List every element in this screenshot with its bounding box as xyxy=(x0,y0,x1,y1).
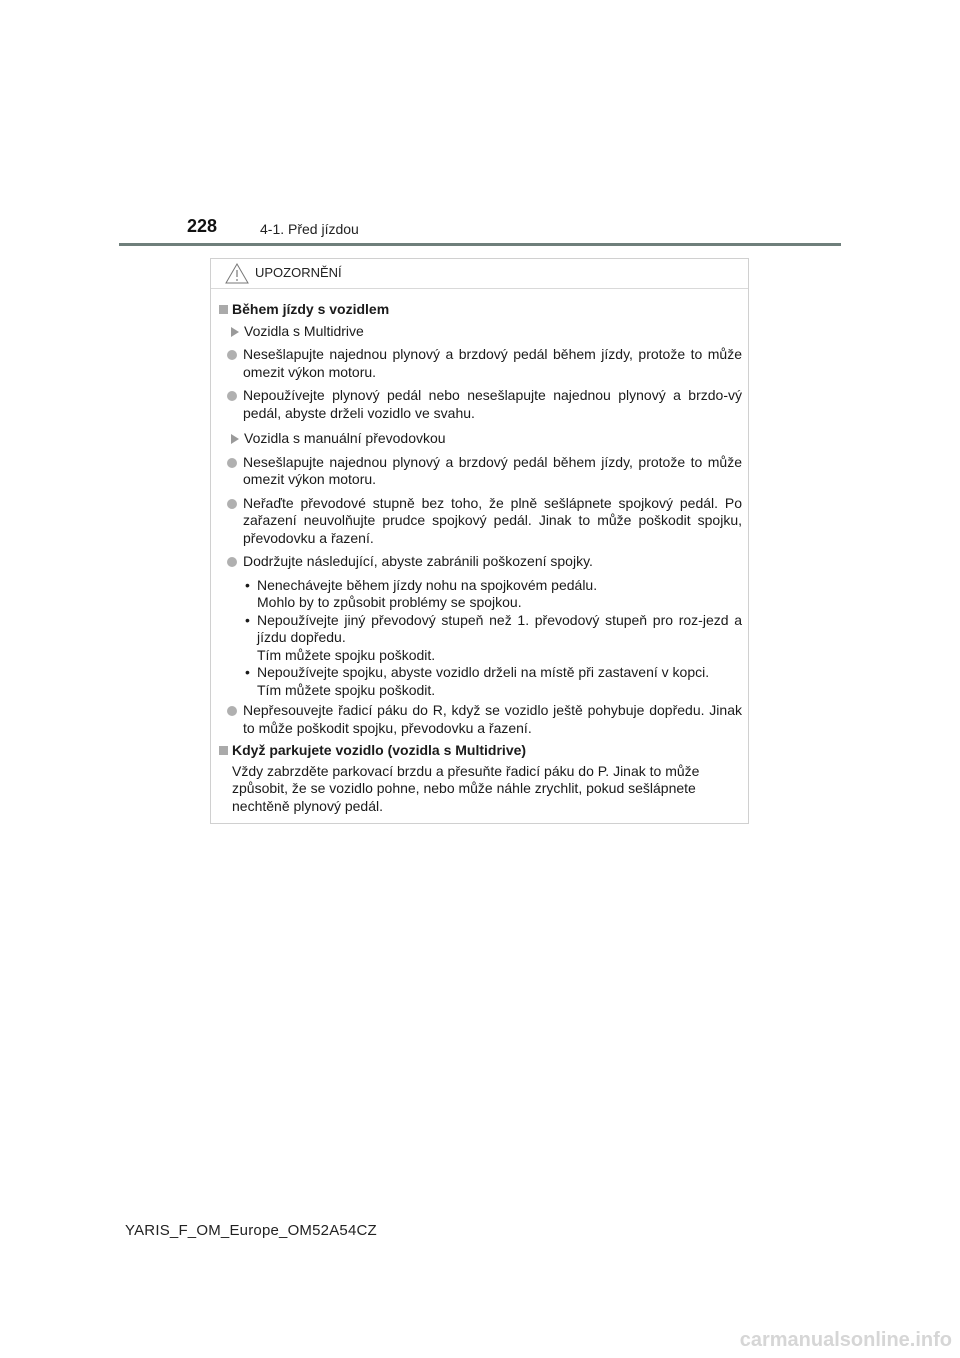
section-title: 4-1. Před jízdou xyxy=(260,221,359,237)
arrow-right-icon xyxy=(231,327,239,337)
bullet-item xyxy=(211,346,748,381)
sub-bullet-text: Nepoužívejte jiný převodový stupeň než 1. převodový stupeň pro roz-jezd a jízdu dopředu. xyxy=(257,611,742,645)
sub-bullet-note xyxy=(211,682,748,700)
header-rule xyxy=(119,243,841,246)
subheading-manual xyxy=(211,430,748,448)
circle-bullet-icon xyxy=(227,706,237,716)
bullet-item xyxy=(211,387,748,422)
bullet-text: Nesešlapujte najednou plynový a brzdový pedál během jízdy, protože to může omezit výkon motoru. xyxy=(243,346,742,380)
bullet-text: Nepoužívejte plynový pedál nebo nesešlapujte najednou plynový a brzdo-vý pedál, abyste drželi vozidlo ve svahu. xyxy=(243,387,742,421)
parking-paragraph xyxy=(211,763,748,816)
bullet-item xyxy=(211,702,748,737)
subheading-text: Vozidla s Multidrive xyxy=(244,322,364,339)
circle-bullet-icon xyxy=(227,458,237,468)
warning-header xyxy=(211,259,748,289)
footer-doc-id: YARIS_F_OM_Europe_OM52A54CZ xyxy=(125,1222,377,1239)
heading-text: Během jízdy s vozidlem xyxy=(232,301,390,317)
square-bullet-icon xyxy=(219,746,228,755)
arrow-right-icon xyxy=(231,434,239,444)
subheading-multidrive xyxy=(211,323,748,341)
sub-bullet-dot: • xyxy=(245,664,250,680)
circle-bullet-icon xyxy=(227,499,237,509)
watermark: carmanualsonline.info xyxy=(739,1329,952,1351)
sub-bullet-item xyxy=(211,577,748,595)
circle-bullet-icon xyxy=(227,391,237,401)
bullet-text: Nesešlapujte najednou plynový a brzdový pedál během jízdy, protože to může omezit výkon motoru. xyxy=(243,453,742,487)
circle-bullet-icon xyxy=(227,350,237,360)
bullet-item xyxy=(211,454,748,489)
sub-bullet-text: Mohlo by to způsobit problémy se spojkou. xyxy=(257,594,522,610)
sub-bullet-text: Tím můžete spojku poškodit. xyxy=(257,681,436,698)
bullet-item xyxy=(211,495,748,548)
sub-bullet-note xyxy=(211,594,748,612)
sub-bullet-item xyxy=(211,612,748,647)
circle-bullet-icon xyxy=(227,557,237,567)
bullet-item xyxy=(211,553,748,571)
bullet-text: Neřaďte převodové stupně bez toho, že plně sešlápnete spojkový pedál. Po zařazení neuvolňujte prudce spojkový pedál. Jinak to může poškodit spojku, převodovku a řazení. xyxy=(243,494,742,546)
bullet-text: Nepřesouvejte řadicí páku do R, když se vozidlo ještě pohybuje dopředu. Jinak to může poškodit spojku, převodovku a řazení. xyxy=(243,702,742,736)
heading-text: Když parkujete vozidlo (vozidla s Multidrive) xyxy=(232,742,527,758)
square-bullet-icon xyxy=(219,305,228,314)
paragraph-text: Vždy zabrzděte parkovací brzdu a přesuňte řadicí páku do P. Jinak to může způsobit, že se vozidlo pohne, nebo může náhle zrychlit, pokud sešlápnete nechtěně plynový pedál. xyxy=(232,762,700,814)
sub-bullet-text: Nenechávejte během jízdy nohu na spojkovém pedálu. xyxy=(257,576,598,593)
bullet-text: Dodržujte následující, abyste zabránili poškození spojky. xyxy=(243,553,593,569)
sub-bullet-note xyxy=(211,647,748,665)
sub-bullet-item xyxy=(211,664,748,682)
subheading-text: Vozidla s manuální převodovkou xyxy=(244,430,446,446)
page-number: 228 xyxy=(187,216,218,236)
warning-triangle-icon xyxy=(225,263,249,284)
heading-parking xyxy=(211,742,748,760)
warning-box xyxy=(210,258,749,824)
warning-label: UPOZORNĚNÍ xyxy=(255,265,342,280)
warning-content xyxy=(211,301,748,815)
sub-bullet-dot: • xyxy=(245,611,250,628)
sub-bullet-text: Tím můžete spojku poškodit. xyxy=(257,646,436,663)
heading-driving xyxy=(211,301,748,319)
sub-bullet-text: Nepoužívejte spojku, abyste vozidlo drželi na místě při zastavení v kopci. xyxy=(257,664,710,680)
sub-bullet-dot: • xyxy=(245,576,250,593)
